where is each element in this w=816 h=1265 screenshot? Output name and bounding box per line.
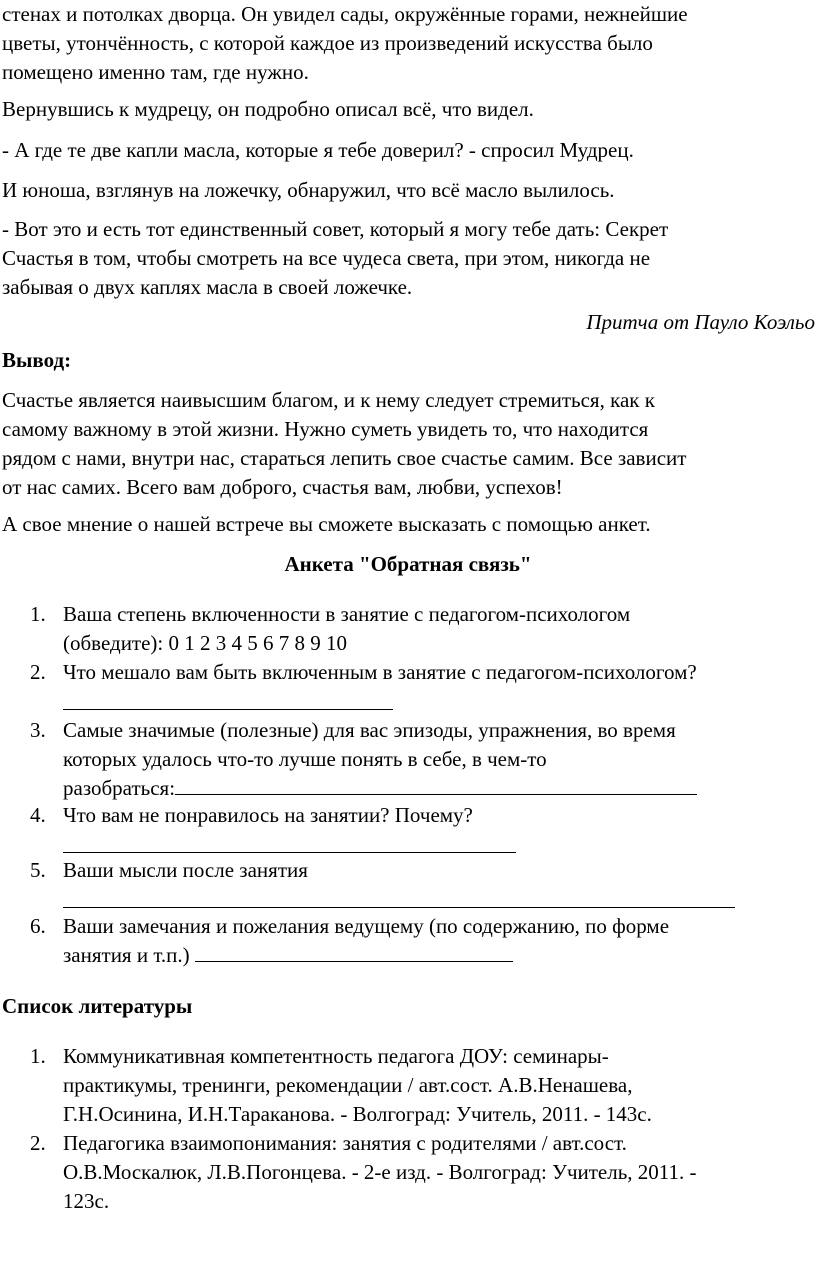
text-line	[63, 941, 813, 970]
text-line: Ваши замечания и пожелания ведущему (по содержанию, по форме	[63, 914, 670, 938]
text-line: Ваша степень включенности в занятие с педагогом-психологом	[63, 602, 631, 626]
text-line: забывая о двух каплях масла в своей ложечке.	[2, 275, 413, 299]
text-line: которых удалось что-то лучше понять в себе, в чем-то	[63, 747, 547, 771]
list-number: 5.	[30, 858, 46, 882]
conclusion-heading: Вывод:	[2, 348, 72, 372]
text-line: 123с.	[63, 1189, 110, 1213]
text-line: рядом с нами, внутри нас, стараться лепить свое счастье самим. Все зависит	[2, 446, 687, 470]
text-line: Самые значимые (полезные) для вас эпизоды, упражнения, во время	[63, 718, 676, 742]
text-fragment: занятия и т.п.)	[63, 943, 190, 967]
answer-blank[interactable]	[63, 885, 735, 908]
text-line: Счастья в том, чтобы смотреть на все чудеса света, при этом, никогда не	[2, 246, 651, 270]
references-heading: Список литературы	[2, 994, 193, 1018]
story-paragraph-1	[2, 0, 810, 87]
answer-blank[interactable]	[63, 830, 516, 853]
answer-blank[interactable]	[175, 774, 697, 795]
story-paragraph-4: И юноша, взглянув на ложечку, обнаружил, что всё масло вылилось.	[2, 178, 615, 202]
text-line: Счастье является наивысшим благом, и к нему следует стремиться, как к	[2, 388, 655, 412]
list-number: 2.	[30, 660, 46, 684]
text-fragment: разобраться:	[63, 776, 176, 800]
story-attribution: Притча от Пауло Коэльо	[586, 310, 815, 334]
text-line: Педагогика взаимопонимания: занятия с родителями / авт.сост.	[63, 1131, 627, 1155]
text-line: практикумы, тренинги, рекомендации / авт.сост. А.В.Ненашева,	[63, 1073, 633, 1097]
conclusion-paragraph-2: А свое мнение о нашей встрече вы сможете высказать с помощью анкет.	[2, 512, 651, 536]
list-number: 1.	[30, 1044, 46, 1068]
list-number: 4.	[30, 803, 46, 827]
story-paragraph-3: - А где те две капли масла, которые я тебе доверил? - спросил Мудрец.	[2, 138, 634, 162]
conclusion-paragraph-1	[2, 386, 810, 502]
text-line: Что вам не понравилось на занятии? Почему?	[63, 803, 473, 827]
survey-title: Анкета "Обратная связь"	[284, 552, 532, 576]
text-line: Ваши мысли после занятия	[63, 858, 308, 882]
answer-blank[interactable]	[195, 941, 513, 962]
text-line: цветы, утончённость, с которой каждое из произведений искусства было	[2, 31, 653, 55]
story-paragraph-5	[2, 215, 810, 302]
text-line: самому важному в этой жизни. Нужно суметь увидеть то, что находится	[2, 417, 649, 441]
list-number: 1.	[30, 602, 46, 626]
text-line: Г.Н.Осинина, И.Н.Тараканова. - Волгоград: Учитель, 2011. - 143с.	[63, 1102, 652, 1126]
list-number: 2.	[30, 1131, 46, 1155]
text-line	[63, 774, 813, 803]
text-line: (обведите): 0 1 2 3 4 5 6 7 8 9 10	[63, 631, 348, 655]
text-line: от нас самих. Всего вам доброго, счастья вам, любви, успехов!	[2, 475, 563, 499]
list-number: 3.	[30, 718, 46, 742]
story-paragraph-2: Вернувшись к мудрецу, он подробно описал всё, что видел.	[2, 97, 534, 121]
answer-blank[interactable]	[63, 687, 393, 710]
text-line: стенах и потолках дворца. Он увидел сады, окружённые горами, нежнейшие	[2, 2, 688, 26]
text-line: Что мешало вам быть включенным в занятие с педагогом-психологом?	[63, 660, 697, 684]
text-line: помещено именно там, где нужно.	[2, 60, 309, 84]
text-line: Коммуникативная компетентность педагога ДОУ: семинары-	[63, 1044, 609, 1068]
text-line: - Вот это и есть тот единственный совет, который я могу тебе дать: Секрет	[2, 217, 669, 241]
text-line: О.В.Москалюк, Л.В.Погонцева. - 2-е изд. - Волгоград: Учитель, 2011. -	[63, 1160, 697, 1184]
list-number: 6.	[30, 914, 46, 938]
